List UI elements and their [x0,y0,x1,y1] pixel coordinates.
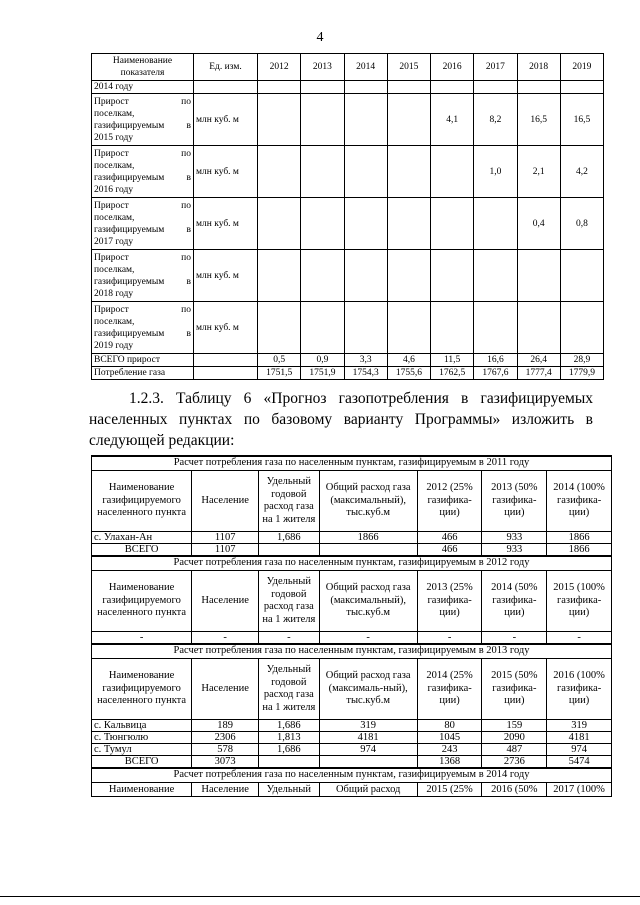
header-cell: 2015 (100% газифика-ции) [547,571,612,632]
value-cell: 16,5 [560,94,603,146]
value-cell: 466 [417,532,482,544]
table-header-row [92,471,612,532]
row-name: Прирост по поселкам, газифицируемым в 2019 году [92,302,194,354]
value-cell [301,94,344,146]
header-cell: 2013 (25% газифика-ции) [417,571,482,632]
header-cell: Удельный годовой расход газа на 1 жителя [259,571,320,632]
value-cell [387,250,430,302]
section-title-row [92,644,612,659]
header-cell: 2014 (25% газифика-ции) [417,659,482,720]
value-cell: 0,4 [517,198,560,250]
value-cell: 1,813 [259,732,320,744]
header-cell: 2014 (100% газифика-ции) [547,471,612,532]
value-cell: 28,9 [560,354,603,367]
value-cell: 1751,5 [258,367,301,380]
header-cell: Удельный [259,783,320,797]
value-cell: 933 [482,544,547,557]
table-header-row [92,659,612,720]
value-cell: 1751,9 [301,367,344,380]
value-cell [301,198,344,250]
header-cell: Наименование показателя [92,54,194,81]
value-cell: 4181 [319,732,417,744]
table-row [92,732,612,744]
header-cell: 2015 (50% газифика-ции) [482,659,547,720]
value-cell [431,250,474,302]
value-cell [344,94,387,146]
value-cell: 1866 [319,532,417,544]
gas-growth-table [91,53,604,380]
section-title-row [92,556,612,571]
value-cell [258,198,301,250]
value-cell: 1762,5 [431,367,474,380]
page-number: 4 [316,30,324,45]
value-cell: - [482,632,547,645]
table-row [92,94,604,146]
value-cell [387,198,430,250]
value-cell [319,544,417,557]
header-cell: Наименование [92,783,192,797]
paragraph-line: 1.2.3. Таблицу 6 «Прогноз газопотребления в газифицируемых [129,390,593,407]
row-name: Потребление газа [92,367,194,380]
unit-cell: млн куб. м [194,146,258,198]
value-cell: 159 [482,720,547,732]
table-row [92,532,612,544]
value-cell: 0,8 [560,198,603,250]
value-cell [560,302,603,354]
value-cell [344,198,387,250]
value-cell: 243 [417,744,482,756]
value-cell [560,250,603,302]
value-cell: 1755,6 [387,367,430,380]
value-cell: 26,4 [517,354,560,367]
section-title: Расчет потребления газа по населенным пунктам, газифицируемым в 2012 году [92,556,612,571]
header-cell: 2017 [474,54,517,81]
header-cell: Общий расход [319,783,417,797]
value-cell: 319 [319,720,417,732]
row-name: Прирост по поселкам, газифицируемым в 2017 году [92,198,194,250]
value-cell: 1,0 [474,146,517,198]
value-cell: 933 [482,532,547,544]
header-cell: Ед. изм. [194,54,258,81]
table-row [92,756,612,769]
value-cell: 974 [547,744,612,756]
value-cell: 1777,4 [517,367,560,380]
value-cell [431,302,474,354]
header-cell: Население [192,471,259,532]
value-cell [517,250,560,302]
value-cell: 189 [192,720,259,732]
header-cell: 2013 (50% газифика-ции) [482,471,547,532]
header-cell: 2012 [258,54,301,81]
header-cell: 2012 (25% газифика-ции) [417,471,482,532]
header-cell: 2016 [431,54,474,81]
value-cell [431,146,474,198]
table-row [92,302,604,354]
value-cell [474,302,517,354]
value-cell: 4,6 [387,354,430,367]
gas-consumption-forecast-table [91,455,612,797]
section-title: Расчет потребления газа по населенным пунктам, газифицируемым в 2013 году [92,644,612,659]
settlement-name: ВСЕГО [92,756,192,769]
table-row [92,198,604,250]
table-row [92,146,604,198]
header-cell: Население [192,571,259,632]
value-cell: 487 [482,744,547,756]
table-row [92,544,612,557]
value-cell [258,94,301,146]
value-cell: 1,686 [259,744,320,756]
table-row [92,632,612,645]
paragraph-line: населенных пунктах по базовому варианту Программы» изложить в [89,411,593,428]
value-cell: 8,2 [474,94,517,146]
header-cell: Общий расход газа (максимальный), тыс.куб.м [319,471,417,532]
value-cell: 3073 [192,756,259,769]
paragraph-line: следующей редакции: [89,432,235,449]
value-cell: 2,1 [517,146,560,198]
row-name: Прирост по поселкам, газифицируемым в 2016 году [92,146,194,198]
value-cell: 2736 [482,756,547,769]
header-cell: 2015 [387,54,430,81]
value-cell [301,146,344,198]
value-cell: 16,6 [474,354,517,367]
value-cell: - [259,632,320,645]
unit-cell: млн куб. м [194,94,258,146]
header-cell: Удельный годовой расход газа на 1 жителя [259,659,320,720]
table-header-row [92,783,612,797]
header-cell: Удельный годовой расход газа на 1 жителя [259,471,320,532]
value-cell: 1754,3 [344,367,387,380]
value-cell [259,756,320,769]
header-cell: 2019 [560,54,603,81]
settlement-name: с. Улахан-Ан [92,532,192,544]
settlement-name: с. Тумул [92,744,192,756]
header-cell: 2015 (25% [417,783,482,797]
value-cell [387,94,430,146]
table-row [92,250,604,302]
table-row [92,81,604,94]
settlement-name: ВСЕГО [92,544,192,557]
value-cell [301,302,344,354]
header-cell: 2017 (100% [547,783,612,797]
value-cell [259,544,320,557]
value-cell: 4,2 [560,146,603,198]
value-cell: 1,686 [259,532,320,544]
value-cell: 4181 [547,732,612,744]
header-cell: Наименование газифицируемого населенного пункта [92,471,192,532]
settlement-name: - [92,632,192,645]
unit-cell: млн куб. м [194,302,258,354]
value-cell: 578 [192,744,259,756]
value-cell: 1107 [192,532,259,544]
row-name: Прирост по поселкам, газифицируемым в 2015 году [92,94,194,146]
carryover-cell: 2014 году [92,81,194,94]
settlement-name: с. Кальвица [92,720,192,732]
header-cell: Наименование газифицируемого населенного пункта [92,571,192,632]
value-cell: 319 [547,720,612,732]
table-row [92,720,612,732]
section-title-row [92,456,612,471]
section-title: Расчет потребления газа по населенным пунктам, газифицируемым в 2014 году [92,768,612,783]
value-cell: 1045 [417,732,482,744]
value-cell: 974 [319,744,417,756]
section-title: Расчет потребления газа по населенным пунктам, газифицируемым в 2011 году [92,456,612,471]
header-cell: 2016 (50% [482,783,547,797]
page-bottom-border [0,896,640,897]
value-cell [387,302,430,354]
table-header-row [92,571,612,632]
unit-cell: млн куб. м [194,198,258,250]
table-row [92,744,612,756]
value-cell [258,146,301,198]
value-cell [387,146,430,198]
value-cell: - [547,632,612,645]
value-cell: 4,1 [431,94,474,146]
header-cell: Общий расход газа (максималь-ный), тыс.куб.м [319,659,417,720]
value-cell [301,250,344,302]
value-cell: 16,5 [517,94,560,146]
value-cell [474,250,517,302]
value-cell: 3,3 [344,354,387,367]
value-cell: 1,686 [259,720,320,732]
value-cell: 11,5 [431,354,474,367]
header-cell: Наименование газифицируемого населенного пункта [92,659,192,720]
value-cell: 80 [417,720,482,732]
table-header-row [92,54,604,81]
value-cell [344,146,387,198]
header-cell: Население [192,783,259,797]
value-cell [517,302,560,354]
value-cell: - [319,632,417,645]
value-cell: 5474 [547,756,612,769]
value-cell: 466 [417,544,482,557]
row-name: ВСЕГО прирост [92,354,194,367]
value-cell: 2306 [192,732,259,744]
value-cell [258,250,301,302]
unit-cell: млн куб. м [194,250,258,302]
header-cell: 2013 [301,54,344,81]
header-cell: Общий расход газа (максимальный), тыс.куб.м [319,571,417,632]
value-cell: 1779,9 [560,367,603,380]
value-cell: 2090 [482,732,547,744]
header-cell: Население [192,659,259,720]
value-cell: 1368 [417,756,482,769]
header-cell: 2016 (100% газифика-ции) [547,659,612,720]
row-name: Прирост по поселкам, газифицируемым в 2018 году [92,250,194,302]
header-cell: 2018 [517,54,560,81]
value-cell: - [192,632,259,645]
value-cell: 0,9 [301,354,344,367]
value-cell [344,302,387,354]
value-cell [258,302,301,354]
section-title-row [92,768,612,783]
value-cell: 0,5 [258,354,301,367]
value-cell: 1767,6 [474,367,517,380]
consumption-row [92,367,604,380]
value-cell [474,198,517,250]
value-cell [319,756,417,769]
total-growth-row [92,354,604,367]
value-cell: 1107 [192,544,259,557]
value-cell [344,250,387,302]
amendment-paragraph [89,388,593,451]
value-cell: 1866 [547,544,612,557]
value-cell: 1866 [547,532,612,544]
value-cell [431,198,474,250]
header-cell: 2014 [344,54,387,81]
value-cell: - [417,632,482,645]
header-cell: 2014 (50% газифика-ции) [482,571,547,632]
settlement-name: с. Тюнгюлю [92,732,192,744]
